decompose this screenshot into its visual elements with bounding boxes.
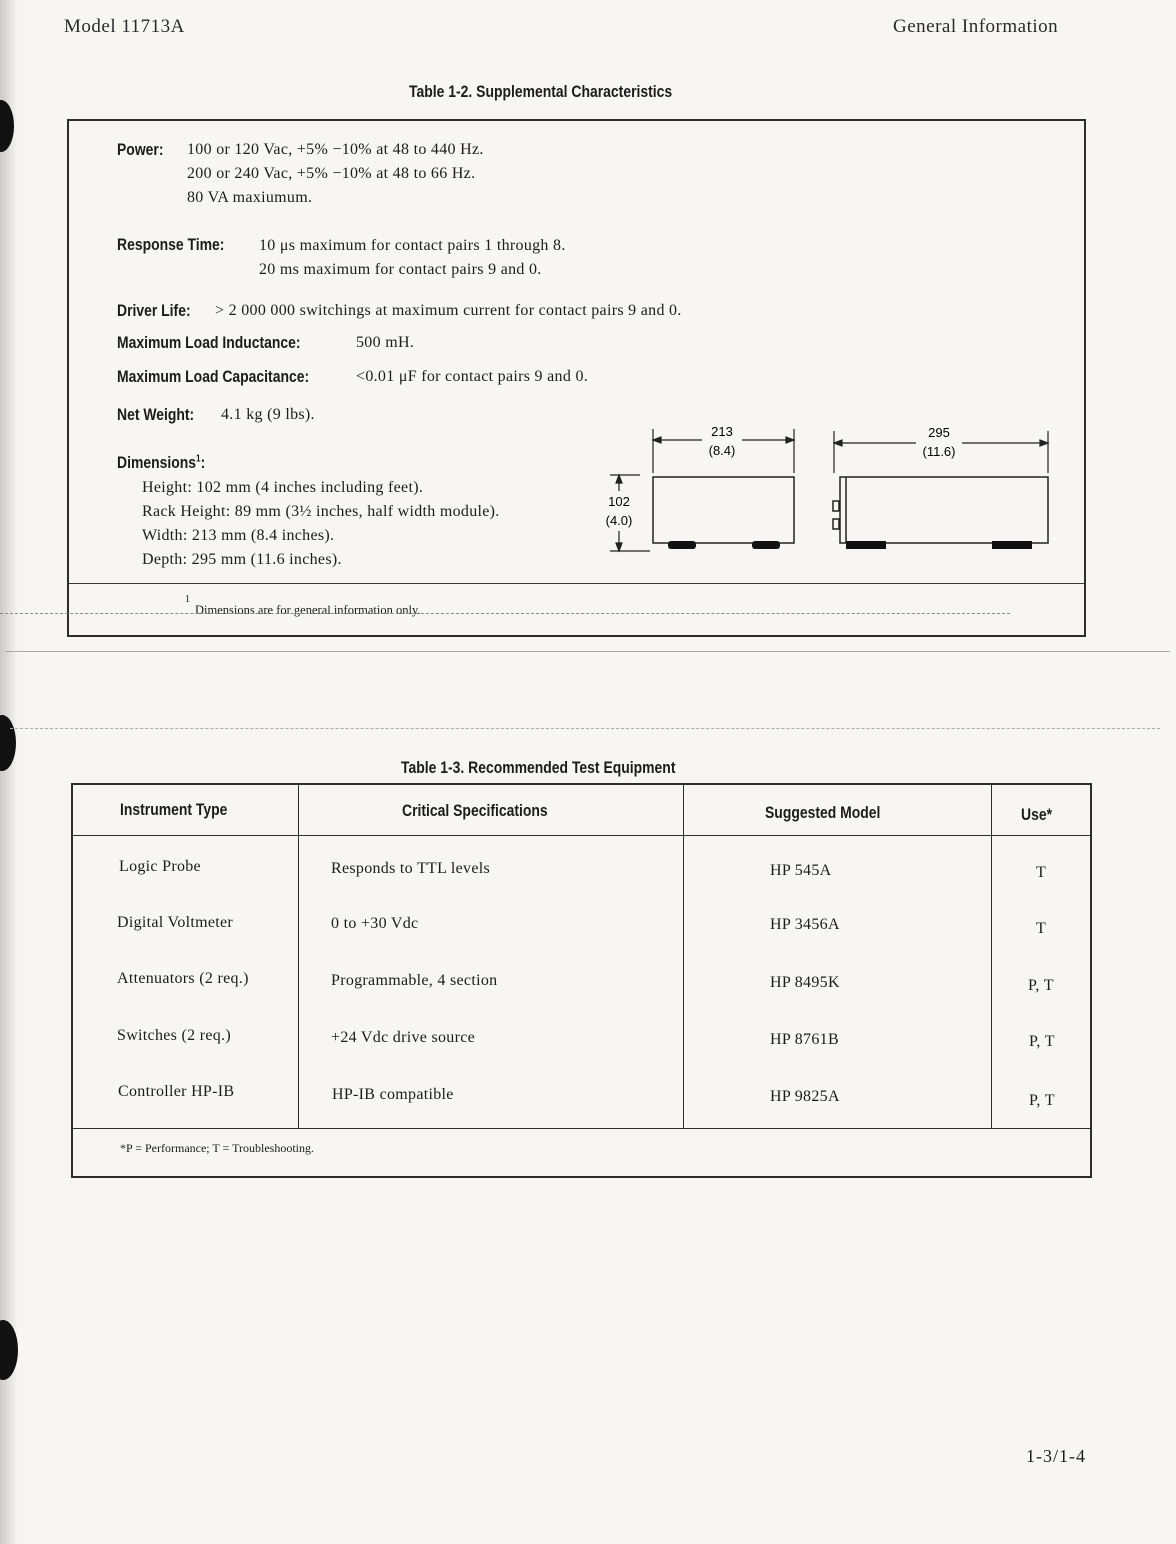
- response-time-label: Response Time:: [117, 235, 225, 254]
- row5-use: P, T: [1029, 1092, 1055, 1109]
- net-weight-label: Net Weight:: [117, 405, 195, 424]
- row4-model: HP 8761B: [770, 1031, 839, 1048]
- table13-title: Table 1-3. Recommended Test Equipment: [401, 758, 676, 777]
- dimensions-label-colon: :: [200, 453, 206, 472]
- scan-rule-line-1: [5, 651, 1170, 652]
- front-view-box: [653, 477, 794, 543]
- row1-model: HP 545A: [770, 862, 832, 879]
- col-header-critical-specifications: Critical Specifications: [402, 801, 548, 820]
- row4-use: P, T: [1029, 1033, 1055, 1050]
- front-foot-right: [752, 541, 780, 549]
- scan-dashed-line-1: [0, 613, 1010, 614]
- col-header-suggested-model: Suggested Model: [765, 803, 881, 822]
- max-load-inductance-value: 500 mH.: [356, 334, 415, 351]
- row2-spec: 0 to +30 Vdc: [331, 915, 419, 932]
- row3-use: P, T: [1028, 977, 1054, 994]
- driver-life-label: Driver Life:: [117, 301, 191, 320]
- row2-instrument: Digital Voltmeter: [117, 914, 234, 931]
- dimensions-height: Height: 102 mm (4 inches including feet).: [142, 479, 424, 496]
- table13-col-divider-2: [683, 785, 684, 1128]
- col-header-use: Use*: [1021, 805, 1053, 824]
- row3-model: HP 8495K: [770, 974, 840, 991]
- dimensions-rack-height: Rack Height: 89 mm (3½ inches, half width module).: [142, 503, 500, 520]
- row5-spec: HP-IB compatible: [332, 1086, 454, 1103]
- table13-col-divider-3: [991, 785, 992, 1128]
- dimensions-width: Width: 213 mm (8.4 inches).: [142, 527, 335, 544]
- scan-edge-shadow: [0, 0, 18, 1544]
- table12-title: Table 1-2. Supplemental Characteristics: [409, 82, 673, 101]
- dimensions-label-text: Dimensions: [117, 453, 197, 472]
- header-section: General Information: [893, 16, 1059, 37]
- table13-header-divider: [73, 835, 1090, 836]
- dimensions-depth: Depth: 295 mm (11.6 inches).: [142, 551, 342, 568]
- row1-use: T: [1036, 864, 1047, 881]
- row2-use: T: [1036, 920, 1047, 937]
- header-model: Model 11713A: [64, 16, 185, 37]
- row5-instrument: Controller HP-IB: [118, 1083, 235, 1100]
- row1-spec: Responds to TTL levels: [331, 860, 491, 877]
- row4-instrument: Switches (2 req.): [117, 1027, 231, 1044]
- row5-model: HP 9825A: [770, 1088, 840, 1105]
- power-line-3: 80 VA maxiumum.: [187, 189, 313, 206]
- scan-dashed-line-2: [10, 728, 1160, 729]
- table12-footnote-divider: [69, 583, 1085, 584]
- height-mm: 102: [608, 494, 630, 509]
- row3-instrument: Attenuators (2 req.): [117, 970, 249, 987]
- dimensions-label: [117, 453, 205, 473]
- response-time-line-2: 20 ms maximum for contact pairs 9 and 0.: [259, 261, 542, 278]
- power-line-1: 100 or 120 Vac, +5% −10% at 48 to 440 Hz.: [187, 141, 484, 158]
- driver-life-value: > 2 000 000 switchings at maximum current for contact pairs 9 and 0.: [215, 302, 682, 319]
- max-load-capacitance-label: Maximum Load Capacitance:: [117, 367, 310, 386]
- net-weight-value: 4.1 kg (9 lbs).: [221, 406, 315, 423]
- table13-footnote-divider: [73, 1128, 1090, 1129]
- side-view-box: [833, 477, 1048, 543]
- depth-in: (11.6): [922, 444, 956, 459]
- height-in: (4.0): [605, 513, 633, 528]
- side-foot-front: [846, 541, 886, 549]
- depth-mm: 295: [928, 425, 950, 440]
- col-header-instrument-type: Instrument Type: [120, 800, 228, 819]
- row4-spec: +24 Vdc drive source: [331, 1029, 476, 1046]
- front-width-mm: 213: [711, 424, 733, 439]
- table12-footnote-marker: 1: [185, 594, 190, 605]
- front-foot-left: [668, 541, 696, 549]
- max-load-capacitance-value: <0.01 μF for contact pairs 9 and 0.: [356, 368, 589, 385]
- row1-instrument: Logic Probe: [119, 858, 201, 875]
- table13-col-divider-1: [298, 785, 299, 1128]
- power-line-2: 200 or 240 Vac, +5% −10% at 48 to 66 Hz.: [187, 165, 476, 182]
- row3-spec: Programmable, 4 section: [331, 972, 498, 989]
- table12-footnote-text: Dimensions are for general information only.: [195, 603, 421, 617]
- response-time-line-1: 10 μs maximum for contact pairs 1 through 8.: [259, 237, 566, 254]
- side-foot-rear: [992, 541, 1032, 549]
- dimension-diagram: [590, 415, 1070, 565]
- page-number: 1-3/1-4: [1026, 1446, 1086, 1466]
- dimensions-footnote-marker: 1: [196, 453, 201, 465]
- row2-model: HP 3456A: [770, 916, 840, 933]
- max-load-inductance-label: Maximum Load Inductance:: [117, 333, 301, 352]
- front-width-in: (8.4): [708, 443, 736, 458]
- power-label: Power:: [117, 140, 164, 159]
- table13-footnote: *P = Performance; T = Troubleshooting.: [120, 1141, 314, 1155]
